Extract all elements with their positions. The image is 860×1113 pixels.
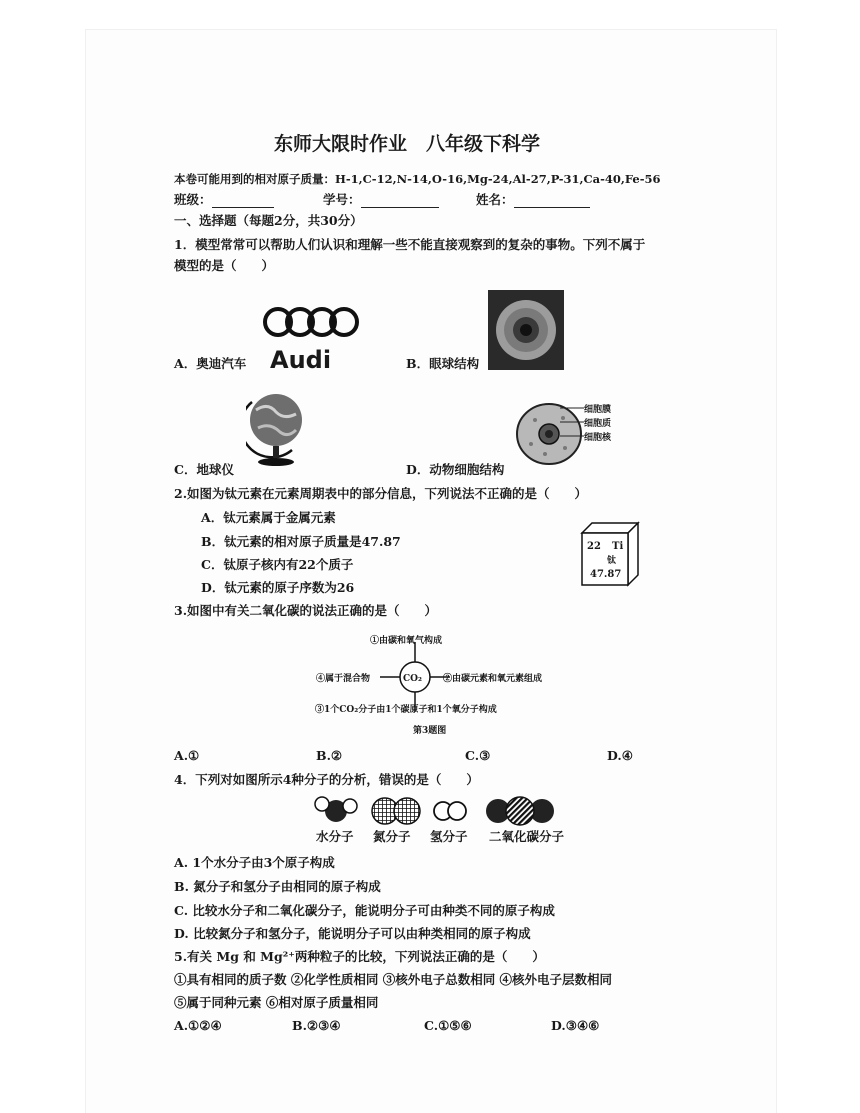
q1-option-b: B．眼球结构 [406, 356, 480, 371]
element-symbol: Ti [612, 541, 624, 552]
q3-node-2: ②由碳元素和氧元素组成 [443, 674, 543, 684]
q5-option-b: B.②③④ [292, 1018, 341, 1033]
element-mass: 47.87 [590, 569, 622, 580]
q4-option-a: A. 1个水分子由3个原子构成 [174, 855, 335, 870]
element-number: 22 [587, 541, 601, 552]
molecule-label-co2: 二氧化碳分子 [489, 829, 565, 844]
co2-molecule-image [484, 795, 556, 827]
q3-option-c: C.③ [465, 748, 491, 763]
audi-logo-image [262, 303, 360, 341]
q3-figure-caption: 第3题图 [413, 726, 447, 736]
audi-logo-text: Audi [270, 346, 332, 374]
name-blank[interactable] [514, 207, 590, 208]
q2-option-b: B．钛元素的相对原子质量是47.87 [201, 534, 401, 549]
q4-option-c: C. 比较水分子和二氧化碳分子，能说明分子可由种类不同的原子构成 [174, 903, 555, 918]
q3-node-4: ④属于混合物 [316, 674, 371, 684]
cell-label-nucleus: 细胞核 [584, 433, 612, 443]
q2-stem: 2.如图为钛元素在元素周期表中的部分信息，下列说法不正确的是（ ） [174, 486, 588, 501]
q1-option-d: D．动物细胞结构 [406, 462, 505, 477]
q4-stem: 4．下列对如图所示4种分子的分析，错误的是（ ） [174, 772, 479, 787]
student-id-label: 学号： [323, 192, 361, 207]
q2-option-d: D．钛元素的原子序数为26 [201, 580, 355, 595]
cell-label-membrane: 细胞膜 [584, 405, 612, 415]
q5-statements-line2: ⑤属于同种元素 ⑥相对原子质量相同 [174, 995, 379, 1010]
q5-option-d: D.③④⑥ [551, 1018, 600, 1033]
q1-option-a: A．奥迪汽车 [174, 356, 247, 371]
q3-stem: 3.如图中有关二氧化碳的说法正确的是（ ） [174, 603, 438, 618]
student-id-field [323, 192, 439, 208]
hydrogen-molecule-image [432, 798, 468, 824]
student-id-blank[interactable] [361, 207, 439, 208]
q4-option-d: D. 比较氮分子和氢分子，能说明分子可以由种类相同的原子构成 [174, 926, 531, 941]
element-name: 钛 [607, 556, 617, 566]
q3-option-b: B.② [316, 748, 343, 763]
class-blank[interactable] [212, 207, 274, 208]
globe-image [246, 388, 306, 468]
molecule-label-nitrogen: 氮分子 [373, 829, 411, 844]
cell-pointer-lines [560, 404, 586, 444]
q1-stem-line1: 1．模型常常可以帮助人们认识和理解一些不能直接观察到的复杂的事物。下列不属于 [174, 237, 646, 252]
water-molecule-image [314, 796, 358, 826]
page-title: 东师大限时作业 八年级下科学 [274, 133, 541, 155]
name-label: 姓名： [476, 192, 514, 207]
class-field [174, 192, 274, 208]
molecule-label-hydrogen: 氢分子 [430, 829, 468, 844]
q5-statements-line1: ①具有相同的质子数 ②化学性质相同 ③核外电子总数相同 ④核外电子层数相同 [174, 972, 613, 987]
molecule-label-water: 水分子 [316, 829, 354, 844]
q2-option-a: A．钛元素属于金属元素 [201, 510, 336, 525]
q5-option-c: C.①⑤⑥ [424, 1018, 472, 1033]
q3-option-a: A.① [174, 748, 200, 763]
class-label: 班级： [174, 192, 212, 207]
q1-stem-line2: 模型的是（ ） [174, 258, 275, 273]
q3-node-3: ③1个CO₂分子由1个碳原子和1个氧分子构成 [315, 705, 497, 715]
q1-option-c: C．地球仪 [174, 462, 234, 477]
q2-option-c: C．钛原子核内有22个质子 [201, 557, 354, 572]
section-heading: 一、选择题（每题2分，共30分） [174, 213, 363, 228]
q3-node-1: ①由碳和氧气构成 [370, 636, 443, 646]
eyeball-image [488, 290, 564, 370]
nitrogen-molecule-image [370, 796, 422, 826]
q4-option-b: B. 氮分子和氢分子由相同的原子构成 [174, 879, 381, 894]
atomic-mass-note: 本卷可能用到的相对原子质量：H-1,C-12,N-14,O-16,Mg-24,Al-27,P-31,Ca-40,Fe-56 [174, 172, 661, 186]
q3-center-co2: CO₂ [403, 674, 422, 684]
q5-option-a: A.①②④ [174, 1018, 222, 1033]
name-field [476, 192, 590, 208]
cell-label-cytoplasm: 细胞质 [584, 419, 612, 429]
q3-option-d: D.④ [607, 748, 633, 763]
q5-stem: 5.有关 Mg 和 Mg²⁺两种粒子的比较，下列说法正确的是（ ） [174, 949, 545, 964]
